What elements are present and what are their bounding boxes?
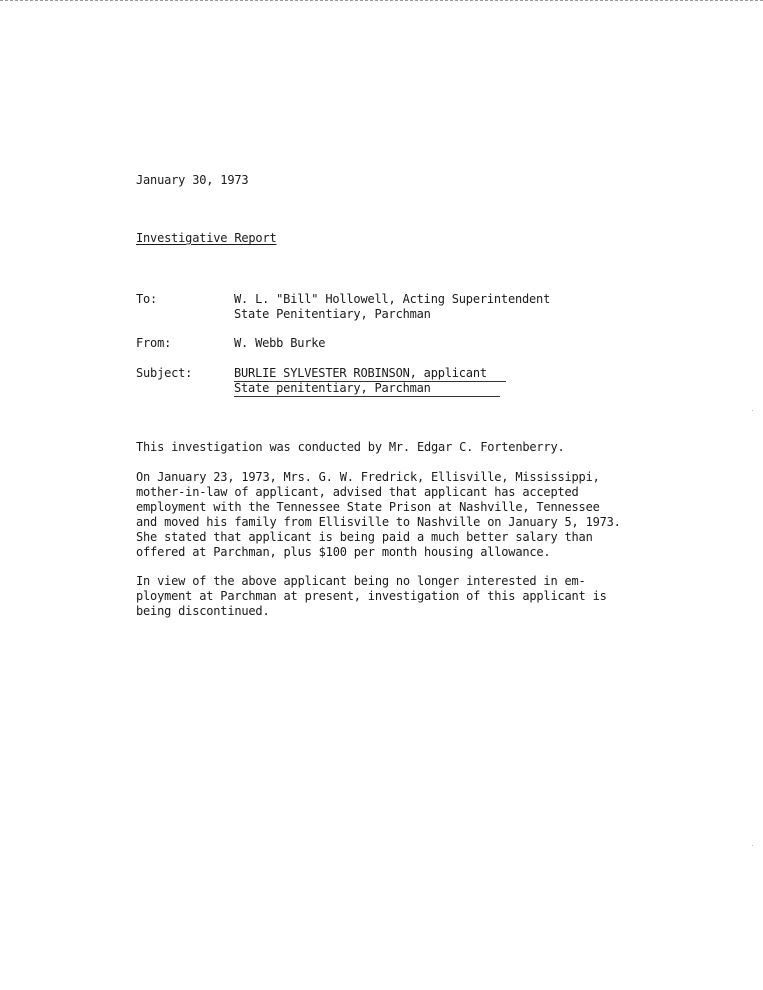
scan-speck	[752, 410, 753, 411]
from-value: W. Webb Burke	[234, 336, 326, 350]
to-recipient-line2: State Penitentiary, Parchman	[234, 307, 431, 321]
report-title: Investigative Report	[136, 231, 277, 245]
report-date: January 30, 1973	[136, 173, 249, 187]
from-label: From:	[136, 336, 172, 350]
to-recipient-line1: W. L. "Bill" Hollowell, Acting Superintendent	[234, 292, 551, 306]
paragraph-findings: On January 23, 1973, Mrs. G. W. Fredrick, Ellisville, Mississippi, mother-in-law of applicant, advised that applicant has accepted employment with the Tennessee State Prison at Nashville, Tennessee and moved his family from Ellisville to Nashville on January 5, 1973. She stated that applicant is being paid a much better salary than offered at Parchman, plus $100 per month housing allowance.	[136, 470, 621, 559]
scan-speck	[752, 845, 753, 846]
subject-underline-2	[234, 396, 500, 397]
paragraph-investigator: This investigation was conducted by Mr. Edgar C. Fortenberry.	[136, 440, 565, 454]
to-label: To:	[136, 292, 158, 306]
subject-line2: State penitentiary, Parchman	[234, 381, 431, 395]
subject-underline-1	[234, 381, 506, 382]
subject-line1: BURLIE SYLVESTER ROBINSON, applicant	[234, 366, 487, 380]
subject-label: Subject:	[136, 366, 193, 380]
paragraph-conclusion: In view of the above applicant being no longer interested in em- ployment at Parchman at present, investigation of this applicant is being discontinued.	[136, 574, 607, 618]
